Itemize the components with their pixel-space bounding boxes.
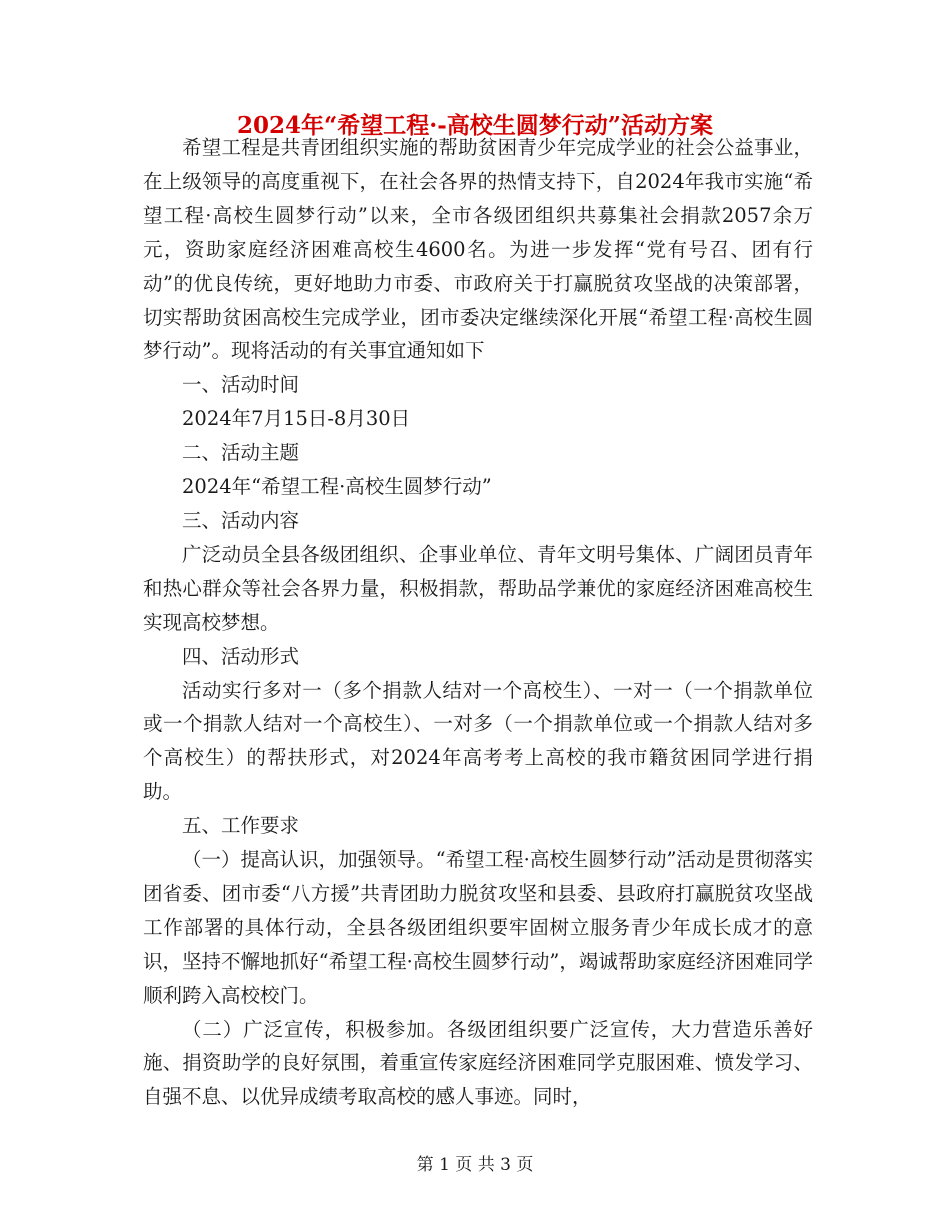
section-heading-form: 四、活动形式 [182, 644, 300, 668]
activity-form-paragraph: 活动实行多对一（多个捐款人结对一个高校生）、一对一（一个捐款单位或一个捐款人结对一个高校生）、一对多（一个捐款单位或一个捐款人结对多个高校生）的帮扶形式，对2024年高考考上高校的我市籍贫困同学进行捐助。 [143, 678, 813, 804]
activity-time-text: 2024年7月15日-8月30日 [182, 407, 411, 431]
section-heading-requirements: 五、工作要求 [182, 814, 300, 838]
activity-theme-text: 2024年“希望工程·高校生圆梦行动” [182, 475, 492, 499]
document-title: 2024年“希望工程·-高校生圆梦行动”活动方案 [236, 112, 714, 139]
section-heading-time: 一、活动时间 [182, 373, 300, 397]
requirement-paragraph-2: （二）广泛宣传，积极参加。各级团组织要广泛宣传，大力营造乐善好施、捐资助学的良好氛围，着重宣传家庭经济困难同学克服困难、愤发学习、自强不息、以优异成绩考取高校的感人事迹。同时， [143, 1017, 813, 1109]
section-heading-theme: 二、活动主题 [182, 441, 300, 465]
section-heading-content: 三、活动内容 [182, 508, 300, 532]
activity-content-paragraph: 广泛动员全县各级团组织、企事业单位、青年文明号集体、广阔团员青年和热心群众等社会各界力量，积极捐款，帮助品学兼优的家庭经济困难高校生实现高校梦想。 [143, 542, 813, 634]
page-number-footer: 第 1 页 共 3 页 [416, 1155, 534, 1175]
intro-paragraph: 希望工程是共青团组织实施的帮助贫困青少年完成学业的社会公益事业，在上级领导的高度重视下，在社会各界的热情支持下，自2024年我市实施“希望工程·高校生圆梦行动”以来，全市各级团组织共募集社会捐款2057余万元，资助家庭经济困难高校生4600名。为进一步发挥“党有号召、团有行动”的优良传统，更好地助力市委、市政府关于打赢脱贫攻坚战的决策部署，切实帮助贫困高校生完成学业，团市委决定继续深化开展“希望工程·高校生圆梦行动”。现将活动的有关事宜通知如下 [143, 136, 813, 363]
requirement-paragraph-1: （一）提高认识，加强领导。“希望工程·高校生圆梦行动”活动是贯彻落实团省委、团市委“八方援”共青团助力脱贫攻坚和县委、县政府打赢脱贫攻坚战工作部署的具体行动，全县各级团组织要牢固树立服务青少年成长成才的意识，坚持不懈地抓好“希望工程·高校生圆梦行动”，竭诚帮助家庭经济困难同学顺利跨入高校校门。 [143, 848, 813, 1007]
document-body [143, 131, 813, 1114]
